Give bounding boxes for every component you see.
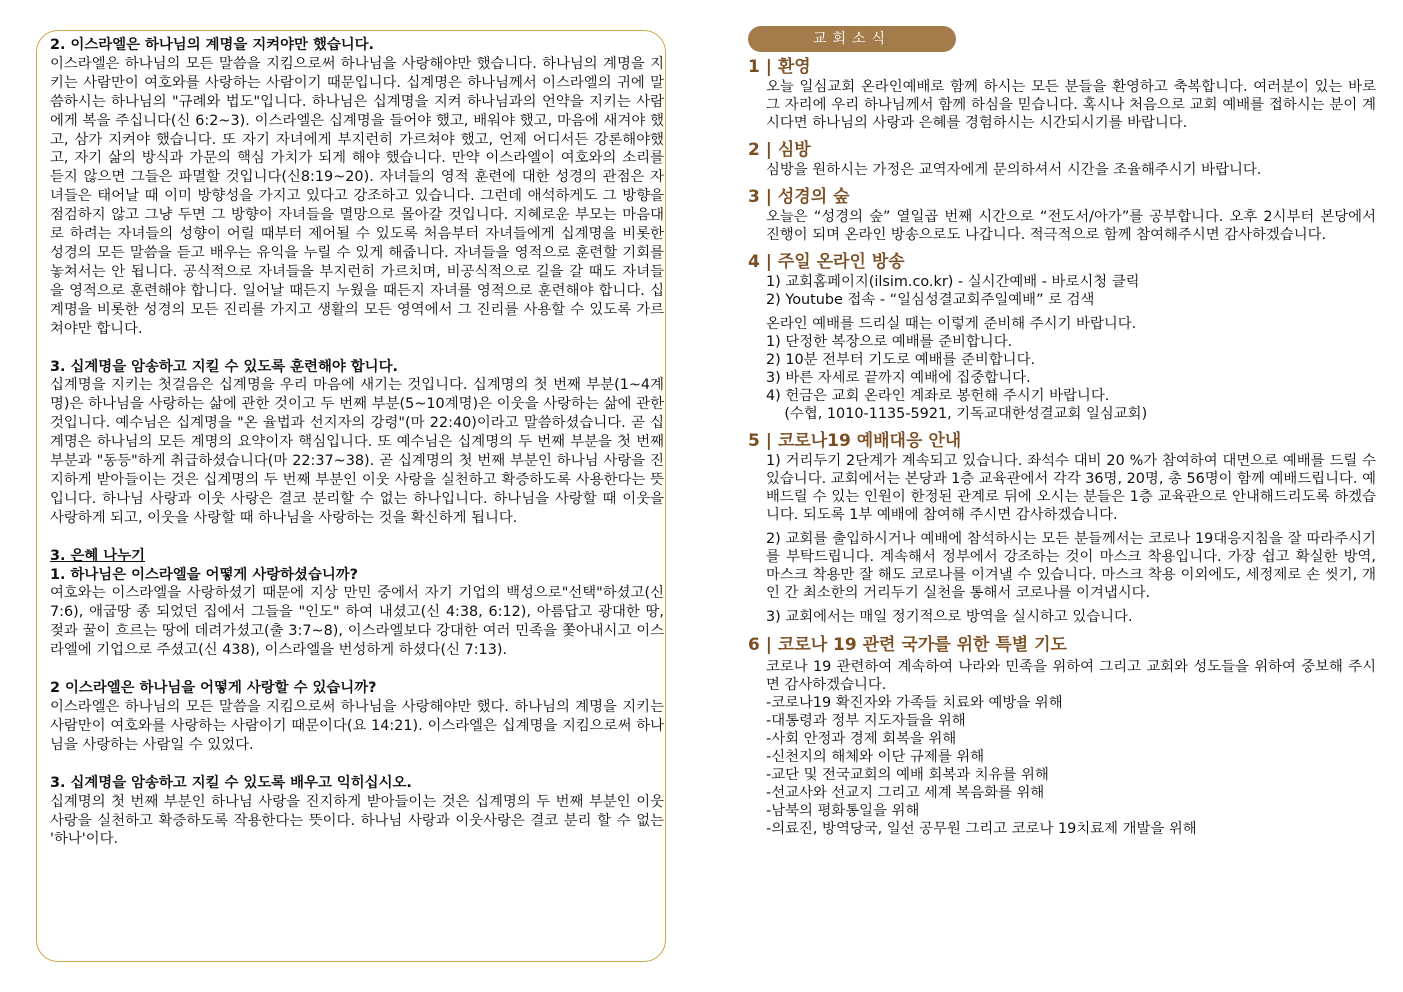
question-2-heading: 2 이스라엘은 하나님을 어떻게 사랑할 수 있습니까?	[50, 680, 377, 697]
prayer-intro: 코로나 19 관련하여 계속하여 나라와 민족을 위하여 그리고 교회와 성도들을 위하여 중보해 주시면 감사하겠습니다.	[766, 659, 1376, 693]
worship-prep-3: 3) 바른 자세로 끝까지 예배에 집중합니다.	[766, 370, 1031, 386]
news-3-heading: 3 | 성경의 숲	[748, 187, 850, 207]
section-3-heading: 3. 십계명을 암송하고 지킬 수 있도록 훈련해야 합니다.	[50, 358, 398, 375]
prayer-item: -의료진, 방역당국, 일선 공무원 그리고 코로나 19치료제 개발을 위해	[766, 821, 1197, 837]
prayer-item: -남북의 평화통일을 위해	[766, 803, 920, 819]
prayer-item: -코로나19 확진자와 가족들 치료와 예방을 위해	[766, 695, 1063, 711]
question-1-body: 여호와는 이스라엘을 사랑하셨기 때문에 지상 만민 중에서 자기 기업의 백성으로"선택"하셨고(신7:6), 애굽땅 종 되었던 집에서 그들을 "인도" 하여 내셨고(신 4:38, 6:12), 아름답고 광대한 땅, 젖과 꿀이 흐르는 땅에 데려가셨고(출 3:7~8), 이스라엘보다 강대한 여러 민족을 쫓아내시고 이스라엘에 기업으로 주셨고(신 438), 이스라엘을 번성하게 하셨다(신 7:13).	[50, 585, 669, 659]
prayer-item: -사회 안정과 경제 회복을 위해	[766, 731, 957, 747]
broadcast-item-2: 2) Youtube 접속 - “일심성결교회주일예배” 로 검색	[766, 292, 1095, 308]
news-5-heading: 5 | 코로나19 예배대응 안내	[748, 431, 962, 451]
prayer-item: -신천지의 해체와 이단 규제를 위해	[766, 749, 985, 765]
church-news	[748, 26, 1381, 838]
prayer-item: -대통령과 정부 지도자들을 위해	[766, 713, 966, 729]
offering-account: (수협, 1010-1135-5921, 기독교대한성결교회 일심교회)	[766, 406, 1148, 422]
question-1-heading: 1. 하나님은 이스라엘을 어떻게 사랑하셨습니까?	[50, 566, 358, 583]
worship-prep-1: 1) 단정한 복장으로 예배를 준비합니다.	[766, 334, 1013, 350]
church-news-tag: 교회소식	[748, 26, 956, 52]
news-1-body: 오늘 일심교회 온라인예배로 함께 하시는 모든 분들을 환영하고 축복합니다. 여러분이 있는 바로 그 자리에 우리 하나님께서 함께 하심을 믿습니다. 혹시나 처음으로 교회 예배를 접하시는 분이 계시다면 하나님의 사랑과 은혜를 경험하시는 시간되시기를 바랍니다.	[766, 79, 1381, 131]
worship-prep-intro: 온라인 예배를 드리실 때는 이렇게 준비해 주시기 바랍니다.	[766, 316, 1137, 332]
news-2-heading: 2 | 심방	[748, 140, 811, 160]
share-heading: 3. 은혜 나누기	[50, 547, 146, 564]
section-3-body: 십계명을 지키는 첫걸음은 십계명을 우리 마음에 새기는 것입니다. 십계명의 첫 번째 부분(1~4계명)은 하나님을 사랑하는 삶에 관한 것이고 두 번째 부분(5~10계명)은 이웃을 사랑하는 삶에 관한 것입니다. 예수님은 십계명을 "온 율법과 선지자의 강령"(마 22:40)이라고 말씀하셨습니다. 곧 십계명은 하나님의 모든 계명의 요약이자 핵심입니다. 또 예수님은 십계명의 두 번째 부분을 첫 번째 부분과 "동등"하게 취급하셨습니다(마 22:37~38). 곧 십계명의 첫 번째 부분인 하나님 사랑을 진지하게 받아들이는 것은 십계명의 두 번째 부분인 이웃 사랑을 실천하고 확증하도록 사용한다는 뜻입니다. 하나님 사랑과 이웃 사랑은 결코 분리할 수 없는 하나입니다. 하나님을 사랑할 때 이웃을 사랑하게 되고, 이웃을 사랑할 때 하나님을 사랑하는 것을 확신하게 됩니다.	[50, 377, 669, 526]
sermon-notes	[50, 36, 669, 849]
worship-prep-2: 2) 10분 전부터 기도로 예배를 준비합니다.	[766, 352, 1036, 368]
covid-guide-2: 2) 교회를 출입하시거나 예배에 참석하시는 모든 분들께서는 코로나 19대응지침을 잘 따라주시기를 부탁드립니다. 계속해서 정부에서 강조하는 것이 마스크 착용입니다. 가장 쉽고 확실한 방역, 마스크 착용만 잘 해도 코로나를 이겨낼 수 있습니다. 마스크 착용 이외에도, 세정제로 손 씻기, 개인 간 최소한의 거리두기 실천을 통해서 코로나를 이겨냅시다.	[766, 531, 1381, 601]
question-2-body: 이스라엘은 하나님의 모든 말씀을 지킴으로써 하나님을 사랑해야만 했다. 하나님의 계명을 지키는 사람만이 여호와를 사랑하는 사람이기 때문이다(요 14:21). 이스라엘은 십계명을 지킴으로써 하나님을 사랑하는 사람일 수 있었다.	[50, 699, 669, 753]
news-1-heading: 1 | 환영	[748, 57, 811, 77]
section-2-heading: 2. 이스라엘은 하나님의 계명을 지켜야만 했습니다.	[50, 37, 375, 53]
worship-prep-4: 4) 헌금은 교회 온라인 계좌로 봉헌해 주시기 바랍니다.	[766, 388, 1110, 404]
covid-guide-1: 1) 거리두기 2단계가 계속되고 있습니다. 좌석수 대비 20 %가 참여하여 대면으로 예배를 드릴 수 있습니다. 교회에서는 본당과 1층 교육관에서 각각 36명, 20명, 총 56명이 함께 예배드립니다. 예배드릴 수 있는 인원이 한정된 관계로 뒤에 오시는 분들은 1층 교육관으로 안내해드리도록 하겠습니다. 되도록 1부 예배에 참여해 주시면 감사하겠습니다.	[766, 453, 1381, 523]
news-4-heading: 4 | 주일 온라인 방송	[748, 252, 905, 272]
news-3-body: 오늘은 “성경의 숲” 열일곱 번째 시간으로 “전도서/아가”를 공부합니다. 오후 2시부터 본당에서 진행이 되며 온라인 방송으로도 나갑니다. 적극적으로 함께 참여해주시면 감사하겠습니다.	[766, 209, 1381, 243]
news-2-body: 심방을 원하시는 가정은 교역자에게 문의하셔서 시간을 조율해주시기 바랍니다.	[766, 162, 1262, 178]
prayer-item: -교단 및 전국교회의 예배 회복과 치유를 위해	[766, 767, 1049, 783]
prayer-item: -선교사와 선교지 그리고 세계 복음화를 위해	[766, 785, 1045, 801]
question-3-heading: 3. 십계명을 암송하고 지킬 수 있도록 배우고 익히십시오.	[50, 774, 412, 791]
broadcast-item-1: 1) 교회홈페이지(ilsim.co.kr) - 실시간예배 - 바로시청 클릭	[766, 274, 1140, 290]
section-2-body: 이스라엘은 하나님의 모든 말씀을 지킴으로써 하나님을 사랑해야만 했습니다. 하나님의 계명을 지키는 사람만이 여호와를 사랑하는 사람이기 때문입니다. 십계명은 하나님께서 이스라엘의 귀에 말씀하시는 하나님의 "규례와 법도"입니다. 하나님은 십계명을 지켜 하나님과의 언약을 지키는 사람에게 복을 주십니다(신 6:2~3). 이스라엘은 십계명을 들어야 했고, 배워야 했고, 마음에 새겨야 했고, 삼가 지켜야 했습니다. 또 자기 자녀에게 부지런히 가르쳐야 했고, 언제 어디서든 강론해야했고, 자기 삶의 방식과 가문의 핵심 가치가 되게 해야 했습니다. 만약 이스라엘이 여호와의 소리를 듣지 않으면 그들은 파멸할 것입니다(신8:19~20). 자녀들의 영적 훈련에 대한 성경의 관점은 자녀들은 태어날 때 이미 방향성을 가지고 있다고 강조하고 있습니다. 그런데 애석하게도 그 방향을 점검하지 않고 그냥 두면 그 방향이 자녀들을 멸망으로 몰아갈 것입니다. 지혜로운 부모는 마음대로 하려는 자녀들의 성향이 어릴 때부터 제어될 수 있도록 처음부터 자녀들에게 십계명을 비롯한 성경의 모든 말씀을 듣고 배우는 유익을 누릴 수 있게 해줍니다. 자녀들을 영적으로 훈련할 기회를 놓쳐서는 안 됩니다. 공식적으로 자녀들을 부지런히 가르치며, 비공식적으로 길을 갈 때도 자녀들을 영적으로 훈련해야 합니다. 일어날 때든지 누웠을 때든지 자녀를 영적으로 훈련해야 합니다. 십계명을 비롯한 성경의 모든 진리를 가지고 생활의 모든 영역에서 그 진리를 사용할 수 있도록 가르쳐야만 합니다.	[50, 55, 669, 337]
question-3-body: 십계명의 첫 번째 부분인 하나님 사랑을 진지하게 받아들이는 것은 십계명의 두 번째 부분인 이웃 사랑을 실천하고 확증하도록 작용한다는 뜻이다. 하나님 사랑과 이웃사랑은 결코 분리 할 수 없는 '하나'이다.	[50, 793, 669, 848]
covid-guide-3: 3) 교회에서는 매일 정기적으로 방역을 실시하고 있습니다.	[766, 609, 1133, 625]
news-6-heading: 6 | 코로나 19 관련 국가를 위한 특별 기도	[748, 635, 1067, 655]
